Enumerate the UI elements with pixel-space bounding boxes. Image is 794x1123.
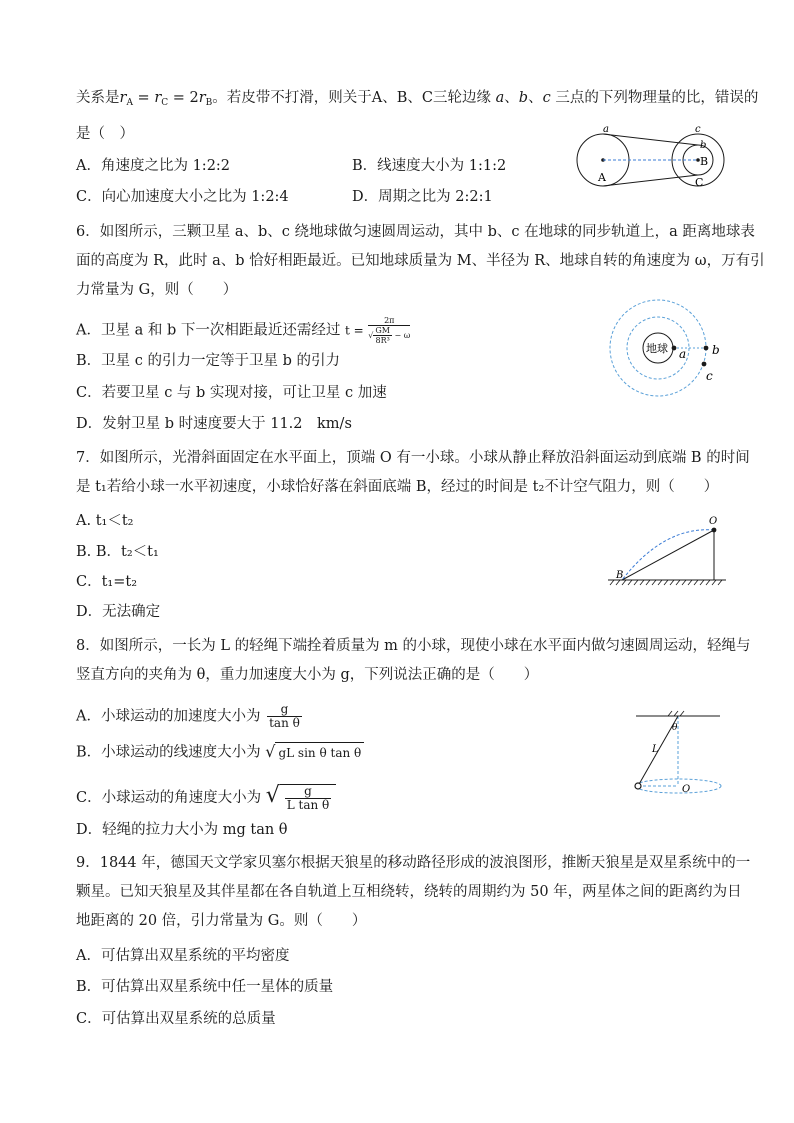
q5-option-a: A．角速度之比为 1:2:2 [76,158,231,174]
q5-option-c: C．向心加速度大小之比为 1:2:4 [76,189,289,205]
belt-bottom [603,175,698,186]
q5-stem-line2: 是（ ） [76,126,134,142]
label-sat-c: c [706,369,713,383]
q8-stem-line2: 竖直方向的夹角为 θ，重力加速度大小为 g，下列说法正确的是（ ） [76,667,539,683]
q5-stem-line1: 关系是$r_A = r_C = 2r_B$。若皮带不打滑，则关于A、B、C三轮边缘 a、b、c 三点的下列物理量的比，错误的 [76,90,759,108]
label-earth: 地球 [646,342,668,355]
q6-stem-line3: 力常量为 G，则（ ） [76,282,238,298]
label-wheel-C: C [695,176,704,189]
label-O: O [682,784,691,795]
q7-option-b: B. B．t₂＜t₁ [76,544,159,560]
label-B: B [616,570,624,581]
label-L: L [652,744,659,755]
label-point-a: a [603,124,609,135]
q7-stem-line2: 是 t₁若给小球一水平初速度，小球恰好落在斜面底端 B，经过的时间是 t₂不计空气阻力，则（ ） [76,479,719,495]
q8-option-b: B．小球运动的线速度大小为 √ gL sin θ tan θ [76,742,364,763]
satellite-a [672,346,677,351]
q9-option-c: C．可估算出双星系统的总质量 [76,1011,276,1027]
label-wheel-A: A [598,171,606,184]
incline-diagram [604,514,732,590]
satellite-b [704,346,709,351]
q6-stem-line1: 6．如图所示，三颗卫星 a、b、c 绕地球做匀速圆周运动，其中 b、c 在地球的同步轨道上，a 距离地球表 [76,224,755,240]
ball [712,528,717,533]
q8-accel-fraction: $\frac{g}{\text{tan θ}}$ [269,702,300,730]
q6-option-c: C．若要卫星 c 与 b 实现对接，可让卫星 c 加速 [76,385,387,401]
q8-option-a: A．小球运动的加速度大小为 $\frac{g}{\text{tan θ}}$ [76,702,300,730]
q9-option-a: A．可估算出双星系统的平均密度 [76,948,290,964]
q7-stem-line1: 7．如图所示，光滑斜面固定在水平面上，顶端 O 有一小球。小球从静止释放沿斜面运动到底端 B 的时间 [76,450,750,466]
q9-stem-line1: 9．1844 年，德国天文学家贝塞尔根据天狼星的移动路径形成的波浪图形，推断天狼星是双星系统中的一 [76,855,751,871]
q9-option-b: B．可估算出双星系统中任一星体的质量 [76,979,334,995]
q9-stem-line3: 地距离的 20 倍，引力常量为 G。则（ ） [76,913,367,929]
q7-option-a: A. t₁＜t₂ [76,513,134,529]
q6-option-d: D．发射卫星 b 时速度要大于 11.2 km/s [76,416,352,432]
label-point-b: b [700,140,707,151]
ball [635,783,641,789]
belt-top [603,134,698,145]
q8-stem-line1: 8．如图所示，一长为 L 的轻绳下端拴着质量为 m 的小球，现使小球在水平面内做匀速圆周运动，轻绳与 [76,638,751,654]
belt-pulley-diagram [570,122,730,194]
q8-option-c: C．小球运动的角速度大小为 √ $\frac{g}{\text{L tan θ}}$ [76,784,336,812]
satellite-orbit-diagram [606,298,732,406]
label-wheel-B: B [700,155,709,168]
label-O: O [709,516,718,527]
label-sat-a: a [679,347,687,361]
q6-time-fraction: 2π √ $\frac{GM}{\text{8R³}} - \omega$ [368,316,411,345]
q6-stem-line2: 面的高度为 R，此时 a、b 恰好相距最近。已知地球质量为 M、半径为 R、地球自转的角速度为 ω，万有引 [76,253,765,269]
satellite-c [702,362,707,367]
label-sat-b: b [712,343,720,357]
q7-option-c: C．t₁=t₂ [76,574,138,590]
q7-option-d: D．无法确定 [76,604,161,620]
q5-option-d: D．周期之比为 2:2:1 [352,189,493,205]
q8-option-d: D．轻绳的拉力大小为 mg tan θ [76,822,288,838]
incline [622,530,714,580]
q5-option-b: B．线速度大小为 1:1:2 [352,158,507,174]
q6-option-a: A．卫星 a 和 b 下一次相距最近还需经过 t = 2π √ $\frac{GM}{\text{8R³}} - \omega$ [76,316,411,345]
q6-option-b: B．卫星 c 的引力一定等于卫星 b 的引力 [76,353,340,369]
q9-stem-line2: 颗星。已知天狼星及其伴星都在各自轨道上互相绕转，绕转的周期约为 50 年，两星体之间的距离约为日 [76,884,742,900]
label-theta: θ [672,723,678,733]
conical-pendulum-diagram [624,700,732,798]
label-point-c: c [695,124,701,135]
